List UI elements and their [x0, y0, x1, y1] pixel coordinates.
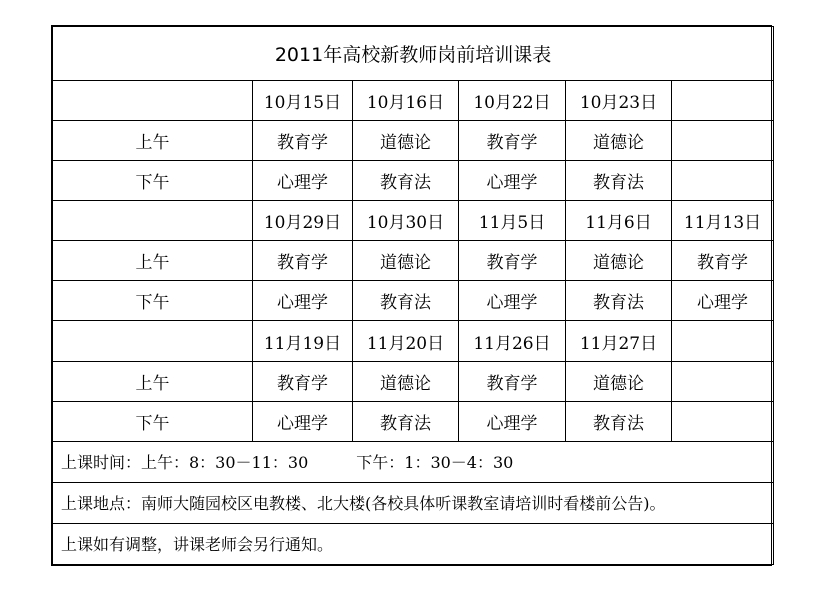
table-title: 2011年高校新教师岗前培训课表 — [53, 27, 774, 81]
row-label-cell — [53, 81, 253, 121]
date-cell — [672, 81, 774, 121]
date-cell: 10月16日 — [353, 81, 459, 121]
schedule-change-note: 上课如有调整，讲课老师会另行通知。 — [53, 523, 774, 564]
date-row — [53, 201, 774, 241]
course-cell — [672, 121, 774, 161]
course-cell: 心理学 — [459, 281, 566, 321]
class-time-note: 上课时间：上午：8：30－11：30 下午：1：30－4：30 — [53, 441, 774, 482]
date-cell: 10月15日 — [253, 81, 353, 121]
morning-row — [53, 361, 774, 401]
date-cell: 10月22日 — [459, 81, 566, 121]
course-cell: 道德论 — [353, 241, 459, 281]
course-cell: 道德论 — [566, 241, 672, 281]
morning-label: 上午 — [53, 361, 253, 401]
date-cell: 10月29日 — [253, 201, 353, 241]
course-cell: 教育法 — [566, 161, 672, 201]
morning-row — [53, 121, 774, 161]
course-cell: 教育法 — [353, 401, 459, 441]
course-cell: 心理学 — [459, 161, 566, 201]
course-cell: 心理学 — [459, 401, 566, 441]
date-row — [53, 321, 774, 361]
course-cell: 道德论 — [566, 361, 672, 401]
course-cell: 教育学 — [459, 121, 566, 161]
afternoon-label: 下午 — [53, 401, 253, 441]
course-cell: 心理学 — [253, 281, 353, 321]
course-cell: 道德论 — [566, 121, 672, 161]
course-cell: 教育法 — [353, 281, 459, 321]
date-cell: 11月19日 — [253, 321, 353, 361]
schedule-table — [52, 26, 774, 565]
course-cell: 教育学 — [459, 361, 566, 401]
course-cell: 心理学 — [253, 401, 353, 441]
date-cell — [672, 321, 774, 361]
row-label-cell — [53, 201, 253, 241]
date-cell: 11月6日 — [566, 201, 672, 241]
course-cell: 教育法 — [566, 401, 672, 441]
course-cell: 教育学 — [253, 121, 353, 161]
date-row — [53, 81, 774, 121]
course-cell: 教育法 — [353, 161, 459, 201]
date-cell: 11月26日 — [459, 321, 566, 361]
date-cell: 11月27日 — [566, 321, 672, 361]
date-cell: 10月30日 — [353, 201, 459, 241]
afternoon-row — [53, 281, 774, 321]
afternoon-label: 下午 — [53, 281, 253, 321]
course-cell: 心理学 — [672, 281, 774, 321]
course-cell: 教育学 — [459, 241, 566, 281]
morning-row — [53, 241, 774, 281]
morning-label: 上午 — [53, 121, 253, 161]
morning-label: 上午 — [53, 241, 253, 281]
afternoon-row — [53, 161, 774, 201]
course-cell: 教育学 — [253, 241, 353, 281]
course-cell: 道德论 — [353, 121, 459, 161]
afternoon-row — [53, 401, 774, 441]
course-cell: 心理学 — [253, 161, 353, 201]
row-label-cell — [53, 321, 253, 361]
date-cell: 11月5日 — [459, 201, 566, 241]
course-cell: 教育法 — [566, 281, 672, 321]
date-cell: 11月13日 — [672, 201, 774, 241]
schedule-sheet — [51, 25, 772, 566]
class-location-note: 上课地点：南师大随园校区电教楼、北大楼(各校具体听课教室请培训时看楼前公告)。 — [53, 482, 774, 523]
course-cell: 教育学 — [253, 361, 353, 401]
course-cell — [672, 161, 774, 201]
date-cell: 11月20日 — [353, 321, 459, 361]
afternoon-label: 下午 — [53, 161, 253, 201]
course-cell — [672, 361, 774, 401]
date-cell: 10月23日 — [566, 81, 672, 121]
course-cell: 教育学 — [672, 241, 774, 281]
course-cell — [672, 401, 774, 441]
course-cell: 道德论 — [353, 361, 459, 401]
